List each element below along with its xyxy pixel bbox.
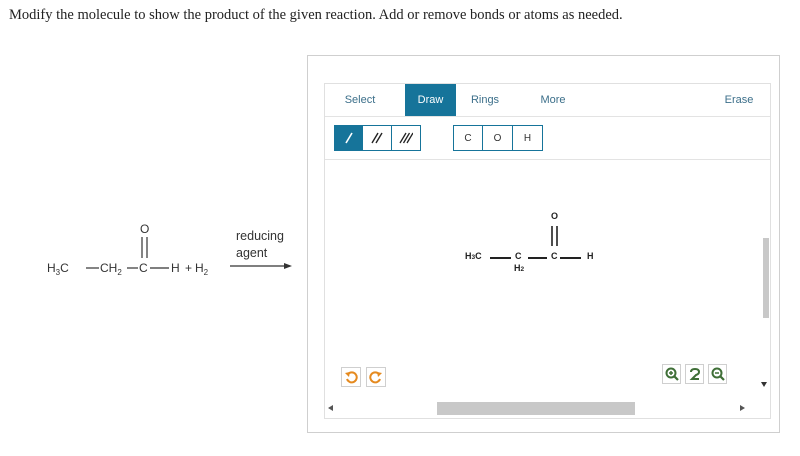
atom-tool-group xyxy=(453,125,543,151)
bond-tool-group xyxy=(334,125,421,151)
single-bond-button[interactable] xyxy=(334,125,363,151)
tab-more[interactable]: More xyxy=(540,94,566,106)
atom-button-c[interactable]: C xyxy=(453,125,483,151)
atom-carbonyl-oxygen[interactable]: O xyxy=(551,211,559,221)
single-bond-icon xyxy=(342,131,356,145)
reactant-h2: $H_2$ xyxy=(195,261,209,277)
tab-erase[interactable]: Erase xyxy=(724,94,754,106)
horizontal-scrollbar[interactable] xyxy=(325,396,755,418)
atom-button-o[interactable]: O xyxy=(483,125,513,151)
double-bond-button[interactable] xyxy=(363,125,392,151)
vertical-scrollbar[interactable] xyxy=(755,160,770,418)
reaction-scheme xyxy=(0,0,300,456)
scroll-left-arrow-icon[interactable] xyxy=(328,405,333,411)
tab-select[interactable]: Select xyxy=(344,94,376,106)
reactant-hydrogen: H xyxy=(171,261,180,275)
zoom-in-button[interactable] xyxy=(662,364,681,384)
atom-carbonyl-carbon[interactable]: C xyxy=(551,251,558,261)
reagent-line-1: reducing xyxy=(236,229,284,243)
editor-tab-bar xyxy=(325,84,770,117)
double-bond-icon xyxy=(370,131,384,145)
zoom-out-button[interactable] xyxy=(708,364,727,384)
reset-zoom-icon xyxy=(688,367,702,381)
reactant-carbonyl-oxygen: O xyxy=(140,222,150,236)
atom-h3c[interactable]: H3C xyxy=(465,251,482,261)
horizontal-scroll-thumb[interactable] xyxy=(437,402,635,415)
undo-button[interactable] xyxy=(341,367,361,387)
tab-rings[interactable]: Rings xyxy=(470,94,500,106)
drawing-canvas[interactable] xyxy=(325,160,745,418)
reactant-carbonyl-carbon: C xyxy=(139,261,148,275)
atom-button-h[interactable]: H xyxy=(513,125,543,151)
editor-panel xyxy=(324,83,771,419)
draw-toolbar xyxy=(325,117,770,160)
tab-draw[interactable]: Draw xyxy=(405,84,456,116)
redo-icon xyxy=(369,370,383,384)
atom-hydrogen[interactable]: H xyxy=(587,251,594,261)
zoom-in-icon xyxy=(665,367,679,381)
reset-zoom-button[interactable] xyxy=(685,364,704,384)
redo-button[interactable] xyxy=(366,367,386,387)
atom-ch2-hydrogens[interactable]: H2 xyxy=(514,263,525,273)
triple-bond-button[interactable] xyxy=(392,125,421,151)
undo-icon xyxy=(344,370,358,384)
reactant-h3c: $H_3C$ xyxy=(47,261,69,277)
vertical-scroll-thumb[interactable] xyxy=(763,238,769,318)
molecule-editor xyxy=(307,55,780,433)
reactant-ch2: $CH_2$ xyxy=(100,261,122,277)
zoom-out-icon xyxy=(711,367,725,381)
reagent-line-2: agent xyxy=(236,246,268,260)
plus-sign: + xyxy=(185,261,193,275)
triple-bond-icon xyxy=(399,131,413,145)
scroll-right-arrow-icon[interactable] xyxy=(740,405,745,411)
question-text: Modify the molecule to show the product of the given reaction. Add or remove bonds or atoms as needed. xyxy=(9,7,623,23)
scroll-down-arrow-icon[interactable] xyxy=(761,382,767,387)
atom-ch2-carbon[interactable]: C xyxy=(515,251,522,261)
